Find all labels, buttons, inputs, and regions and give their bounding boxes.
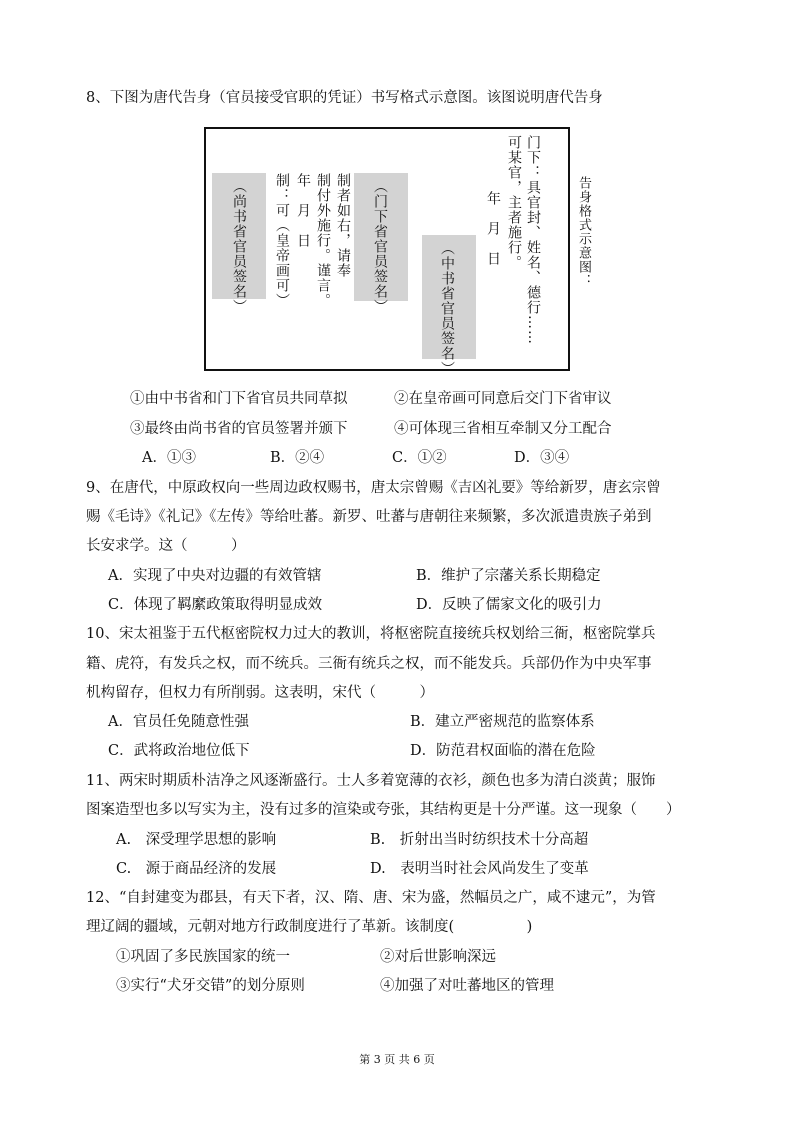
q10-option-b: B．建立严密规范的监察体系 bbox=[410, 714, 595, 730]
q8-item-1: ①由中书省和门下省官员共同草拟 bbox=[130, 391, 348, 407]
figure-col-zhizhe-2: 制付外施行。谨言。 bbox=[315, 173, 331, 308]
figure-col-shangshu-sign: （尚书省官员签名） bbox=[231, 179, 247, 314]
figure-col-zhi-ke: 制：可（皇帝画可） bbox=[274, 173, 290, 308]
q10-option-a: A．官员任免随意性强 bbox=[108, 714, 249, 730]
q10-line-1: 10、宋太祖鉴于五代枢密院权力过大的教训，将枢密院直接统兵权划给三衙，枢密院掌兵 bbox=[86, 626, 656, 642]
q11-line-1: 11、两宋时期质朴洁净之风逐渐盛行。士人多着宽薄的衣衫，颜色也多为清白淡黄；服饰 bbox=[86, 773, 656, 789]
q8-option-b: B．②④ bbox=[270, 450, 325, 466]
page-footer: 第 3 页 共 6 页 bbox=[359, 1053, 435, 1066]
q9-option-b: B．维护了宗藩关系长期稳定 bbox=[416, 568, 601, 584]
q8-item-2: ②在皇帝画可同意后交门下省审议 bbox=[394, 391, 612, 407]
figure-caption: 告身格式示意图： bbox=[576, 176, 591, 288]
q12-line-2: 理辽阔的疆域，元朝对地方行政制度进行了革新。该制度( ) bbox=[86, 919, 533, 935]
q10-line-2: 籍、虎符，有发兵之权，而不统兵。三衙有统兵之权，而不能发兵。兵部仍作为中央军事 bbox=[86, 656, 652, 672]
q12-item-3: ③实行“犬牙交错”的划分原则 bbox=[116, 978, 305, 994]
figure-col-year-1: 年 月 日 bbox=[485, 191, 501, 266]
q9-option-c: C．体现了羁縻政策取得明显成效 bbox=[108, 597, 323, 613]
figure-col-menxia-sign: （门下省官员签名） bbox=[372, 179, 388, 314]
q9-line-2: 赐《毛诗》《礼记》《左传》等给吐蕃。新罗、吐蕃与唐朝往来频繁，多次派遣贵族子弟到 bbox=[86, 509, 652, 525]
q12-item-4: ④加强了对吐蕃地区的管理 bbox=[380, 978, 554, 994]
q12-item-2: ②对后世影响深远 bbox=[380, 949, 496, 965]
q12-line-1: 12、“自封建变为郡县，有天下者，汉、隋、唐、宋为盛，然幅员之广，咸不逮元”，为管 bbox=[86, 890, 656, 906]
q8-option-d: D．③④ bbox=[514, 450, 570, 466]
q11-option-c: C. 源于商品经济的发展 bbox=[116, 861, 277, 877]
q11-option-d: D. 表明当时社会风尚发生了变革 bbox=[370, 861, 589, 877]
figure-col-menxia-2: 可某官，主者施行。 bbox=[506, 135, 522, 270]
q11-option-b: B. 折射出当时纺织技术十分高超 bbox=[370, 832, 589, 848]
q10-option-c: C．武将政治地位低下 bbox=[108, 743, 250, 759]
q8-option-c: C．①② bbox=[392, 450, 447, 466]
figure-col-menxia-1: 门下：具官封、姓名、德行…… bbox=[525, 135, 541, 345]
q8-stem: 8、下图为唐代告身（官员接受官职的凭证）书写格式示意图。该图说明唐代告身 bbox=[86, 90, 603, 106]
q10-line-3: 机构留存，但权力有所削弱。这表明，宋代（ ） bbox=[86, 685, 434, 701]
q9-option-a: A．实现了中央对边疆的有效管辖 bbox=[108, 568, 322, 584]
q11-option-a: A. 深受理学思想的影响 bbox=[116, 832, 277, 848]
q8-figure bbox=[204, 127, 570, 376]
q8-item-3: ③最终由尚书省的官员签署并颁下 bbox=[130, 421, 348, 437]
q9-line-3: 长安求学。这（ ） bbox=[86, 538, 246, 554]
q10-option-d: D．防范君权面临的潜在危险 bbox=[410, 743, 596, 759]
figure-col-zhongshu-sign: （中书省官员签名） bbox=[439, 241, 455, 376]
q8-option-a: A．①③ bbox=[142, 450, 196, 466]
figure-col-zhizhe-1: 制者如右，请奉 bbox=[335, 173, 351, 278]
q8-item-4: ④可体现三省相互牵制又分工配合 bbox=[394, 421, 612, 437]
q12-item-1: ①巩固了多民族国家的统一 bbox=[116, 949, 290, 965]
q9-line-1: 9、在唐代，中原政权向一些周边政权赐书，唐太宗曾赐《吉凶礼要》等给新罗，唐玄宗曾 bbox=[86, 480, 661, 496]
q9-option-d: D．反映了儒家文化的吸引力 bbox=[416, 597, 602, 613]
q11-line-2: 图案造型也多以写实为主，没有过多的渲染或夸张，其结构更是十分严谨。这一现象（ ） bbox=[86, 802, 681, 818]
figure-col-year-2: 年 月 日 bbox=[295, 173, 311, 248]
